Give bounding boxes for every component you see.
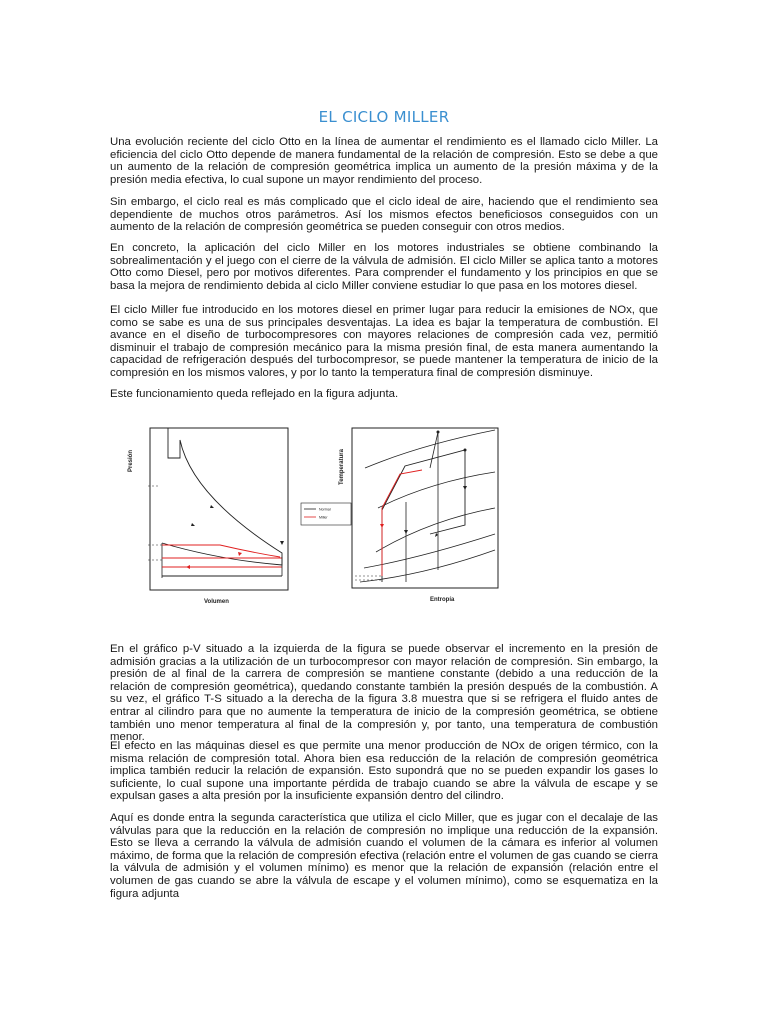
pv-frame xyxy=(150,428,288,590)
ts-arrow-4 xyxy=(435,533,438,537)
ts-normal-upper xyxy=(430,432,438,468)
paragraph-5: Este funcionamiento queda reflejado en la figura adjunta. xyxy=(110,388,399,400)
ts-frame xyxy=(352,428,498,588)
ts-isobar-1 xyxy=(365,430,495,468)
paragraph-2: Sin embargo, el ciclo real es más complicado que el ciclo ideal de aire, haciendo que el rendimiento sea dependiente de muchos otros parámetros. Así los mismos efectos beneficiosos conseguidos con un aumento de la relación de compresión geométrica se pueden conseguir con otros medios. xyxy=(110,196,658,234)
pv-diagram xyxy=(128,428,288,605)
legend-miller-label: Miller xyxy=(319,515,328,520)
ts-isobar-4 xyxy=(364,534,495,568)
pv-ts-diagram-figure xyxy=(120,410,520,610)
pv-miller-curve xyxy=(162,545,280,557)
paragraph-7: El efecto en las máquinas diesel es que permite una menor producción de NOx de origen térmico, con la misma relación de compresión total. Ahora bien esa reducción de la relación de compresión geométrica implica también reducir la relación de expansión. Esto supondrá que no se pueden expandir los gases lo suficiente, lo cual supone una importante pérdida de trabajo cuando se abre la válvula de escape y se expulsan gases a alta presión por la insuficiente expansión dentro del cilindro. xyxy=(110,740,658,803)
pv-arrow-1 xyxy=(210,505,214,508)
legend xyxy=(301,503,351,525)
pv-arrow-5 xyxy=(186,565,190,569)
paragraph-3: En concreto, la aplicación del ciclo Miller en los motores industriales se obtiene combinando la sobrealimentación y el juego con el cierre de la válvula de admisión. El ciclo Miller se aplica tanto a motores Otto como Diesel, pero por motivos diferentes. Para comprender el fundamento y los principios en que se basa la mejora de rendimiento debida al ciclo Miller conviene estudiar lo que pasa en los motores diesel. xyxy=(110,242,658,292)
ts-xlabel: Entropía xyxy=(430,597,455,603)
paragraph-4: El ciclo Miller fue introducido en los motores diesel en primer lugar para reducir la emisiones de NOx, que como se sabe es una de sus principales desventajas. La idea es bajar la temperatura de combustión. El avance en el diseño de turbocompresores con mayores relaciones de compresión cada vez, permitió disminuir el trabajo de compresión mecánico para la misma presión final, de esta manera aumentando la capacidad de refrigeración después del turbocompresor, se puede mantener la temperatura de inicio de la compresión en los mismos valores, y por lo tanto la temperatura final de compresión disminuye. xyxy=(110,304,658,379)
ts-arrow-1 xyxy=(380,524,384,528)
legend-box xyxy=(301,503,351,525)
ts-isobar-3 xyxy=(376,508,495,552)
document-title: EL CICLO MILLER xyxy=(318,108,450,126)
pv-arrow-4 xyxy=(280,541,284,545)
legend-normal-label: Normal xyxy=(319,507,331,512)
ts-diagram xyxy=(339,428,498,603)
paragraph-8: Aquí es donde entra la segunda característica que utiliza el ciclo Miller, que es jugar con el decalaje de las válvulas para que la reducción en la relación de compresión no implique una reducción de la expansión. Esto se lleva a cerrando la válvula de admisión cuando el volumen de la cámara es inferior al volumen máximo, de forma que la relación de compresión efectiva (relación entre el volumen de gas cuando se cierra la válvula de admisión y el volumen mínimo) es menor que la relación de expansión (relación entre el volumen de gas cuando se abre la válvula de escape y el volumen mínimo), como se esquematiza en la figura adjunta xyxy=(110,812,658,900)
pv-normal-curve xyxy=(162,428,282,565)
pv-ylabel: Presión xyxy=(128,449,134,472)
ts-arrow-2 xyxy=(463,486,467,490)
ts-ylabel: Temperatura xyxy=(339,449,345,485)
ts-point-2 xyxy=(464,449,467,452)
ts-isobar-2 xyxy=(378,472,495,508)
pv-xlabel: Volumen xyxy=(204,599,229,605)
pv-arrow-3 xyxy=(238,552,242,556)
paragraph-1: Una evolución reciente del ciclo Otto en la línea de aumentar el rendimiento es el llamado ciclo Miller. La eficiencia del ciclo Otto depende de manera fundamental de la relación de compresión. Esto se debe a que un aumento de la relación de compresión geométrica implica un aumento de la presión máxima y de la presión media efectiva, lo cual supone un mayor rendimiento del proceso. xyxy=(110,136,658,186)
ts-isobar-5 xyxy=(360,550,495,582)
paragraph-6: En el gráfico p-V situado a la izquierda de la figura se puede observar el incremento en la presión de admisión gracias a la utilización de un turbocompresor con mayor relación de compresión. Sin embargo, la presión de al final de la carrera de compresión se mantiene constante (debido a una reducción de la relación de compresión geométrica), quedando constante también la presión después de la combustión. A su vez, el gráfico T-S situado a la derecha de la figura 3.8 muestra que si se refrigera el fluido antes de entrar al cilindro para que no aumente la temperatura de inicio de la compresión geométrica, se obtiene también uno menor temperatura al final de la compresión y, por tanto, una temperatura de combustión menor. xyxy=(110,643,658,744)
ts-arrow-3 xyxy=(404,530,408,534)
ts-point-1 xyxy=(437,431,440,434)
pv-arrow-2 xyxy=(191,523,195,526)
